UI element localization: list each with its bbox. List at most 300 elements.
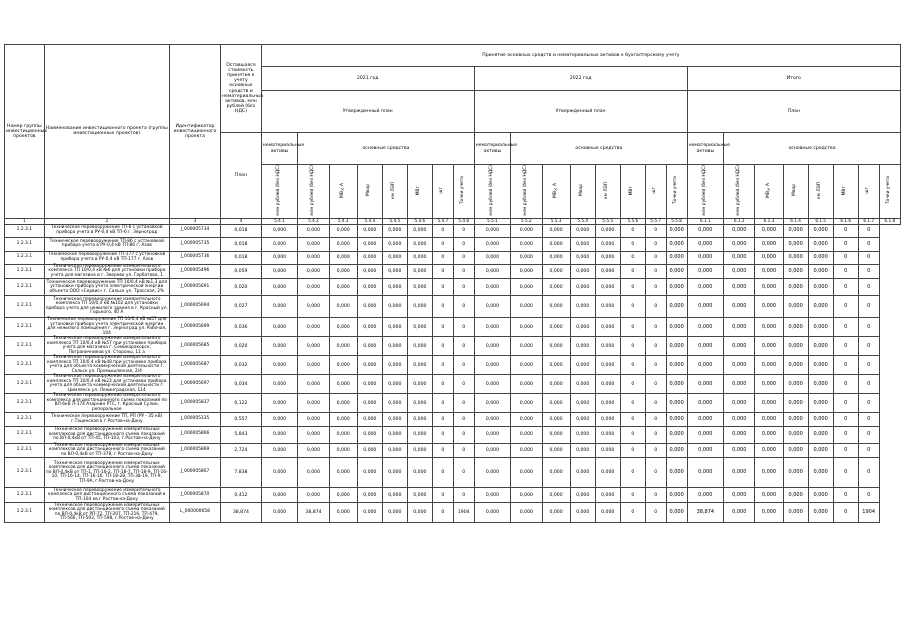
column-number: 5.5.1 [474, 218, 511, 224]
row-value-cell: 0 [645, 264, 666, 279]
row-value-cell: 0,000 [783, 458, 808, 488]
row-value-cell: 0,000 [542, 251, 570, 264]
row-value-cell: 0 [620, 426, 645, 443]
row-value-cell: 0 [432, 337, 453, 356]
row-group-number: 1.2.3.1 [5, 264, 45, 279]
row-value-cell: 0,000 [329, 318, 357, 337]
row-value-cell: 0,000 [570, 224, 595, 237]
row-value-cell: 0,000 [724, 279, 755, 296]
row-value-cell: 0,000 [329, 264, 357, 279]
row-value-cell: 0,000 [407, 279, 432, 296]
table-row [5, 337, 901, 356]
row-value-cell: 38,874 [298, 503, 329, 523]
row-value-cell: 0,000 [783, 413, 808, 426]
row-value-cell: 0 [453, 426, 474, 443]
report-sheet [4, 44, 901, 523]
column-number: 5.5.3 [542, 218, 570, 224]
row-value-cell: 0 [645, 503, 666, 523]
row-value-cell: 0,000 [382, 488, 407, 503]
row-value-cell: 0 [620, 458, 645, 488]
row-value-cell: 0,000 [595, 238, 620, 251]
table-row [5, 318, 901, 337]
row-value-cell: 0,000 [474, 488, 511, 503]
row-value-cell: 0,000 [595, 426, 620, 443]
assets-table [4, 44, 901, 523]
row-group-number: 1.2.3.1 [5, 279, 45, 296]
row-value-cell: 0,000 [783, 251, 808, 264]
row-value-cell: 0 [645, 224, 666, 237]
row-group-number: 1.2.3.1 [5, 394, 45, 413]
row-value-cell: 0 [858, 443, 879, 458]
row-value-cell: 0 [858, 413, 879, 426]
table-row [5, 279, 901, 296]
row-value-cell: 0,000 [357, 426, 382, 443]
row-value-cell: 0,000 [329, 426, 357, 443]
row-value-cell: 0,000 [407, 394, 432, 413]
row-value-cell: 0,000 [724, 238, 755, 251]
row-value-cell: 0,000 [666, 426, 687, 443]
table-row [5, 426, 901, 443]
row-group-number: 1.2.3.1 [5, 458, 45, 488]
row-value-cell: 0 [432, 251, 453, 264]
header-plan-col: План [221, 133, 262, 219]
row-value-cell: 0,000 [666, 238, 687, 251]
row-value-cell: 0 [833, 426, 858, 443]
row-value-cell: 0 [858, 279, 879, 296]
row-value-cell: 0,000 [298, 238, 329, 251]
row-value-cell: 0,000 [511, 264, 542, 279]
header-project-name: Наименование инвестиционного проекта (группы инвестиционных проектов) [44, 45, 169, 219]
row-value-cell: 0 [620, 394, 645, 413]
header-plan-2021: Утвержденный план [261, 91, 474, 133]
table-row [5, 394, 901, 413]
row-project-name: Техническое перевооружение измерительного комплекса для дистанционного съема показаний в ТП-104 кв.г.Ростов-на-Дону [44, 488, 169, 503]
row-value-cell: 0,000 [261, 318, 298, 337]
row-value-cell: 0 [453, 375, 474, 394]
header-unit-col: км ЛЭП [382, 165, 407, 219]
row-value-cell: 0,000 [474, 224, 511, 237]
row-value-cell: 0,000 [755, 394, 783, 413]
row-value-cell: 0 [833, 296, 858, 318]
table-row [5, 356, 901, 375]
row-value-cell: 0,000 [511, 356, 542, 375]
row-value-cell: 0 [645, 238, 666, 251]
row-value-cell: 0 [620, 264, 645, 279]
row-value-cell: 0,000 [261, 394, 298, 413]
row-value-cell: 0,000 [808, 488, 833, 503]
header-project-id: Идентификатор инвестиционного проекта [169, 45, 220, 219]
header-unit-col: шт [858, 165, 879, 219]
row-value-cell: 0 [645, 488, 666, 503]
row-value-cell: 0 [833, 279, 858, 296]
row-value-cell: 1904 [858, 503, 879, 523]
row-group-number: 1.2.3.1 [5, 426, 45, 443]
row-value-cell: 0 [432, 356, 453, 375]
row-value-cell: 0,000 [808, 443, 833, 458]
row-value-cell: 0 [858, 426, 879, 443]
row-value-cell: 0,000 [511, 426, 542, 443]
row-remaining-cost: 2,724 [221, 443, 262, 458]
row-value-cell: 0,000 [755, 251, 783, 264]
row-project-name: Техническое перевооружение ТП-6 с установкой прибора учета в РУ-0,4 кВ ТП-6 г. Зерноград [44, 224, 169, 237]
row-value-cell: 0,000 [808, 318, 833, 337]
row-value-cell: 0,000 [474, 238, 511, 251]
row-value-cell: 0 [453, 264, 474, 279]
column-number: 6.1.6 [833, 218, 858, 224]
row-project-name: Техническое перевооружение ТП, РП (РУ - 35 кВ) г.Тацинская в г.Ростов-на-Дону [44, 413, 169, 426]
row-value-cell: 0,000 [511, 279, 542, 296]
row-group-number: 1.2.3.1 [5, 375, 45, 394]
row-value-cell: 0,000 [298, 356, 329, 375]
row-value-cell: 0 [432, 458, 453, 488]
row-value-cell: 0,000 [261, 488, 298, 503]
row-value-cell: 0 [453, 238, 474, 251]
row-value-cell: 0,000 [755, 224, 783, 237]
header-intangible-2021: нематериальные активы [261, 133, 298, 165]
header-unit-col: МВт [833, 165, 858, 219]
row-project-name: Техническое перевооружение ТП 10/0,4 кВ №1,3 для установки прибора учета электрической энергии объекта ООО «Сервис» г. Сальск ул. Трасская, 2% [44, 279, 169, 296]
column-number: 5.5.2 [511, 218, 542, 224]
row-value-cell: 0,000 [724, 394, 755, 413]
row-value-cell: 0,000 [783, 443, 808, 458]
header-remaining-cost: Оставшаяся стоимость принятия к учету основных средств и нематериальных активов, млн рублей (без НДС) [221, 45, 262, 133]
row-value-cell: 0,000 [595, 251, 620, 264]
row-project-name: Техническое перевооружение измерительного комплекса ТП 10/0,4 кВ №48 при установке прибора учета для объекта коммерческой деятельности г. Сальск ул. Промышленная, 2/4 [44, 356, 169, 375]
row-value-cell: 0,000 [687, 443, 724, 458]
row-value-cell: 0,000 [542, 296, 570, 318]
row-value-cell: 0,000 [783, 375, 808, 394]
row-value-cell: 0,000 [474, 264, 511, 279]
row-value-cell: 0,000 [329, 238, 357, 251]
row-value-cell: 0,000 [542, 394, 570, 413]
row-project-id: J_000005867 [169, 458, 220, 488]
row-value-cell: 0 [645, 375, 666, 394]
row-value-cell: 0,000 [382, 224, 407, 237]
row-value-cell: 0,000 [261, 503, 298, 523]
row-value-cell: 0,000 [595, 264, 620, 279]
column-number: 5.4.5 [382, 218, 407, 224]
row-value-cell: 0,000 [261, 458, 298, 488]
row-remaining-cost: 0,059 [221, 264, 262, 279]
row-value-cell: 0,000 [687, 224, 724, 237]
row-group-number: 1.2.3.1 [5, 296, 45, 318]
header-unit-intangible: млн рублей (без НДС) [687, 165, 724, 219]
row-value-cell: 0 [833, 318, 858, 337]
column-number: 5.4.1 [261, 218, 298, 224]
row-value-cell: 0,000 [261, 224, 298, 237]
row-remaining-cost: 38,874 [221, 503, 262, 523]
row-value-cell: 0,000 [407, 264, 432, 279]
row-value-cell: 0,000 [542, 356, 570, 375]
row-value-cell: 0,000 [511, 503, 542, 523]
row-value-cell: 0,000 [511, 394, 542, 413]
header-plan-total: План [687, 91, 900, 133]
row-value-cell: 0,000 [783, 426, 808, 443]
header-year-2021: 2021 год [261, 67, 474, 91]
row-value-cell: 0,000 [357, 337, 382, 356]
row-remaining-cost: 7,838 [221, 458, 262, 488]
column-number: 6.1.4 [783, 218, 808, 224]
column-number: 5.5.4 [570, 218, 595, 224]
row-value-cell: 0 [645, 296, 666, 318]
row-value-cell: 0,000 [511, 443, 542, 458]
row-value-cell: 0,000 [755, 279, 783, 296]
row-project-name: Техническое перевооружение измерительного комплекса ТП 10/0,4 кВ №102 для установки прибора учета для нежилого здания в г. Красный ул. Горького, 40 А [44, 296, 169, 318]
row-group-number: 1.2.3.1 [5, 238, 45, 251]
row-value-cell: 0,000 [666, 264, 687, 279]
row-value-cell: 0,000 [666, 488, 687, 503]
row-value-cell: 0,000 [666, 224, 687, 237]
table-body [5, 224, 901, 523]
row-value-cell: 0 [833, 264, 858, 279]
row-value-cell: 0 [645, 443, 666, 458]
row-value-cell: 0 [833, 503, 858, 523]
row-value-cell: 0,000 [783, 394, 808, 413]
row-value-cell: 0,000 [570, 413, 595, 426]
row-value-cell: 0,000 [261, 443, 298, 458]
column-number: 5.5.7 [645, 218, 666, 224]
row-value-cell: 0,000 [474, 337, 511, 356]
row-value-cell: 0 [620, 238, 645, 251]
header-fixed-assets-2021: основные средства [298, 133, 474, 165]
row-value-cell: 0,000 [357, 503, 382, 523]
row-value-cell: 0,000 [511, 251, 542, 264]
row-value-cell: 0,000 [570, 443, 595, 458]
row-value-cell: 0,000 [687, 426, 724, 443]
row-value-cell: 0,000 [407, 488, 432, 503]
row-value-cell: 0 [645, 337, 666, 356]
row-value-cell: 0,000 [724, 458, 755, 488]
row-remaining-cost: 0,027 [221, 296, 262, 318]
row-value-cell: 0,000 [755, 264, 783, 279]
row-value-cell: 0,000 [407, 356, 432, 375]
header-unit-col: Мвар [357, 165, 382, 219]
header-fixed-assets-2022: основные средства [511, 133, 687, 165]
header-intangible-2022: нематериальные активы [474, 133, 511, 165]
row-value-cell: 0,000 [808, 394, 833, 413]
row-value-cell: 0,000 [357, 394, 382, 413]
row-value-cell: 0,000 [724, 224, 755, 237]
row-value-cell: 0,000 [407, 337, 432, 356]
row-value-cell: 0,000 [357, 224, 382, 237]
row-value-cell: 0 [858, 458, 879, 488]
row-value-cell: 0,000 [755, 318, 783, 337]
table-row [5, 443, 901, 458]
row-value-cell: 0,000 [595, 394, 620, 413]
row-value-cell: 0,000 [474, 394, 511, 413]
row-value-cell: 0,000 [666, 318, 687, 337]
row-value-cell: 0,000 [382, 337, 407, 356]
row-value-cell: 0,000 [595, 443, 620, 458]
row-value-cell: 0,000 [724, 251, 755, 264]
row-value-cell: 0,000 [783, 337, 808, 356]
row-project-id: J_000005697 [169, 375, 220, 394]
row-value-cell: 0,000 [329, 375, 357, 394]
row-value-cell: 0,000 [261, 279, 298, 296]
row-value-cell: 0,000 [329, 503, 357, 523]
row-value-cell: 0,000 [666, 356, 687, 375]
row-value-cell: 0,000 [357, 413, 382, 426]
row-value-cell: 0,000 [474, 279, 511, 296]
row-value-cell: 0,000 [511, 375, 542, 394]
column-number: 5.4.8 [453, 218, 474, 224]
row-value-cell: 0,000 [783, 224, 808, 237]
row-remaining-cost: 5,843 [221, 426, 262, 443]
row-value-cell: 0,000 [808, 426, 833, 443]
row-value-cell: 0,000 [357, 251, 382, 264]
row-project-name: Техническое перевооружение измерительного комплекса для дистанционного съема показаний по ВЛ-6кВ Л-174 Азарнин РТС, г. Красный Сулин, реперальное [44, 394, 169, 413]
row-value-cell: 0 [620, 413, 645, 426]
row-value-cell: 0 [620, 443, 645, 458]
row-value-cell: 0,000 [595, 296, 620, 318]
column-number: 6.1.1 [687, 218, 724, 224]
row-value-cell: 0,000 [407, 375, 432, 394]
row-value-cell: 0,000 [687, 337, 724, 356]
header-unit-intangible: млн рублей (без НДС) [474, 165, 511, 219]
row-value-cell: 0,000 [357, 264, 382, 279]
row-value-cell: 0,000 [687, 296, 724, 318]
table-row [5, 238, 901, 251]
row-value-cell: 0,000 [261, 264, 298, 279]
row-value-cell: 0 [453, 356, 474, 375]
row-value-cell: 0,000 [724, 318, 755, 337]
row-value-cell: 0 [858, 375, 879, 394]
header-unit-col: Точки учета [453, 165, 474, 219]
row-value-cell: 0 [833, 375, 858, 394]
row-value-cell: 0,000 [755, 426, 783, 443]
row-value-cell: 0,000 [783, 264, 808, 279]
row-value-cell: 0,000 [382, 318, 407, 337]
row-value-cell: 0,000 [382, 279, 407, 296]
row-value-cell: 0,000 [595, 375, 620, 394]
header-accounting: Принятие основных средств и нематериальных активов к бухгалтерскому учету [261, 45, 900, 67]
row-value-cell: 0 [833, 224, 858, 237]
column-number: 6.1.8 [879, 218, 900, 224]
row-value-cell: 0,000 [755, 443, 783, 458]
row-value-cell: 0,000 [407, 426, 432, 443]
row-value-cell: 0,000 [570, 296, 595, 318]
row-value-cell: 0,000 [329, 224, 357, 237]
row-project-id: J_000005691 [169, 279, 220, 296]
row-value-cell: 0 [620, 279, 645, 296]
row-value-cell: 0,000 [261, 296, 298, 318]
row-value-cell: 0,000 [511, 413, 542, 426]
row-project-id: J_000005687 [169, 356, 220, 375]
row-value-cell: 0,000 [808, 264, 833, 279]
row-value-cell: 0,000 [511, 238, 542, 251]
row-value-cell: 0,000 [687, 318, 724, 337]
row-remaining-cost: 0,032 [221, 356, 262, 375]
row-value-cell: 1904 [453, 503, 474, 523]
row-value-cell: 0 [858, 356, 879, 375]
row-value-cell: 0,000 [382, 458, 407, 488]
row-group-number: 1.2.3.1 [5, 251, 45, 264]
row-value-cell: 0 [833, 394, 858, 413]
row-value-cell: 0 [858, 337, 879, 356]
row-value-cell: 0 [620, 318, 645, 337]
column-number: 3 [169, 218, 220, 224]
row-value-cell: 0,000 [407, 224, 432, 237]
row-value-cell: 0,000 [666, 296, 687, 318]
row-value-cell: 0,000 [329, 279, 357, 296]
row-value-cell: 0 [453, 224, 474, 237]
row-value-cell: 0,000 [687, 375, 724, 394]
row-value-cell: 0 [858, 296, 879, 318]
row-value-cell: 0 [858, 238, 879, 251]
column-number: 6.1.5 [808, 218, 833, 224]
row-value-cell: 0,000 [570, 375, 595, 394]
row-value-cell: 0,000 [687, 279, 724, 296]
row-value-cell: 0,000 [595, 318, 620, 337]
row-project-id: J_000005870 [169, 488, 220, 503]
row-value-cell: 0,000 [298, 224, 329, 237]
row-value-cell: 0,000 [542, 238, 570, 251]
row-value-cell: 0 [620, 488, 645, 503]
row-value-cell: 0,000 [542, 337, 570, 356]
row-value-cell: 0,000 [382, 394, 407, 413]
row-value-cell: 0,000 [595, 458, 620, 488]
row-group-number: 1.2.3.1 [5, 488, 45, 503]
row-remaining-cost: 0,018 [221, 238, 262, 251]
row-value-cell: 0,000 [329, 251, 357, 264]
row-value-cell: 0,000 [474, 413, 511, 426]
row-project-id: J_000005496 [169, 264, 220, 279]
row-value-cell: 0,000 [783, 356, 808, 375]
row-remaining-cost: 0,036 [221, 318, 262, 337]
row-value-cell: 0,000 [298, 394, 329, 413]
row-value-cell: 0 [858, 488, 879, 503]
column-number: 1 [5, 218, 45, 224]
row-value-cell: 0,000 [382, 251, 407, 264]
row-value-cell: 0,000 [542, 458, 570, 488]
table-row [5, 503, 901, 523]
row-value-cell: 0,000 [808, 458, 833, 488]
row-value-cell: 0,000 [407, 443, 432, 458]
row-value-cell: 0,000 [570, 238, 595, 251]
row-project-id: J_000005694 [169, 296, 220, 318]
row-group-number: 1.2.3.1 [5, 318, 45, 337]
row-value-cell: 0 [453, 251, 474, 264]
row-project-name: Техническое перевооружение ТП-86 с установкой прибора учета в РУ-0,4 кВ ТП-86 г. Азов [44, 238, 169, 251]
row-value-cell: 0 [432, 296, 453, 318]
row-value-cell: 0 [620, 251, 645, 264]
column-number: 6.1.3 [755, 218, 783, 224]
row-value-cell: 0,000 [724, 337, 755, 356]
row-project-name: Техническое перевооружение измерительных комплексов для дистанционного съема показаний по ВЛ-0,4кВ от РП-72, ТП-207, ТП-216, ТП-479, ТП-566, ТП-593, ТП-598, г.Ростов-на-Дону [44, 503, 169, 523]
row-remaining-cost: 0,018 [221, 224, 262, 237]
row-group-number: 1.2.3.1 [5, 356, 45, 375]
row-value-cell: 0 [620, 337, 645, 356]
row-value-cell: 0,000 [687, 264, 724, 279]
row-value-cell: 0,000 [666, 251, 687, 264]
header-year-total: Итого [687, 67, 900, 91]
column-number: 5.4.4 [357, 218, 382, 224]
row-value-cell: 0,000 [808, 238, 833, 251]
row-value-cell: 0,000 [542, 488, 570, 503]
row-value-cell: 0,000 [666, 443, 687, 458]
header-unit-col: МВ×А [329, 165, 357, 219]
row-value-cell: 0,000 [357, 318, 382, 337]
row-value-cell: 0 [432, 238, 453, 251]
header-unit-intangible: млн рублей (без НДС) [261, 165, 298, 219]
row-project-name: Техническое перевооружение измерительного комплекса ТП 10/0,4 кВ №57 при установке прибора учета для магазина г. Семикаракорск, Пограничников ул. Стороны, 11 а [44, 337, 169, 356]
row-value-cell: 0,000 [298, 264, 329, 279]
row-value-cell: 0,000 [783, 318, 808, 337]
row-value-cell: 0,000 [783, 238, 808, 251]
table-row [5, 413, 901, 426]
row-value-cell: 0,000 [298, 337, 329, 356]
header-intangible-total: нематериальные активы [687, 133, 724, 165]
